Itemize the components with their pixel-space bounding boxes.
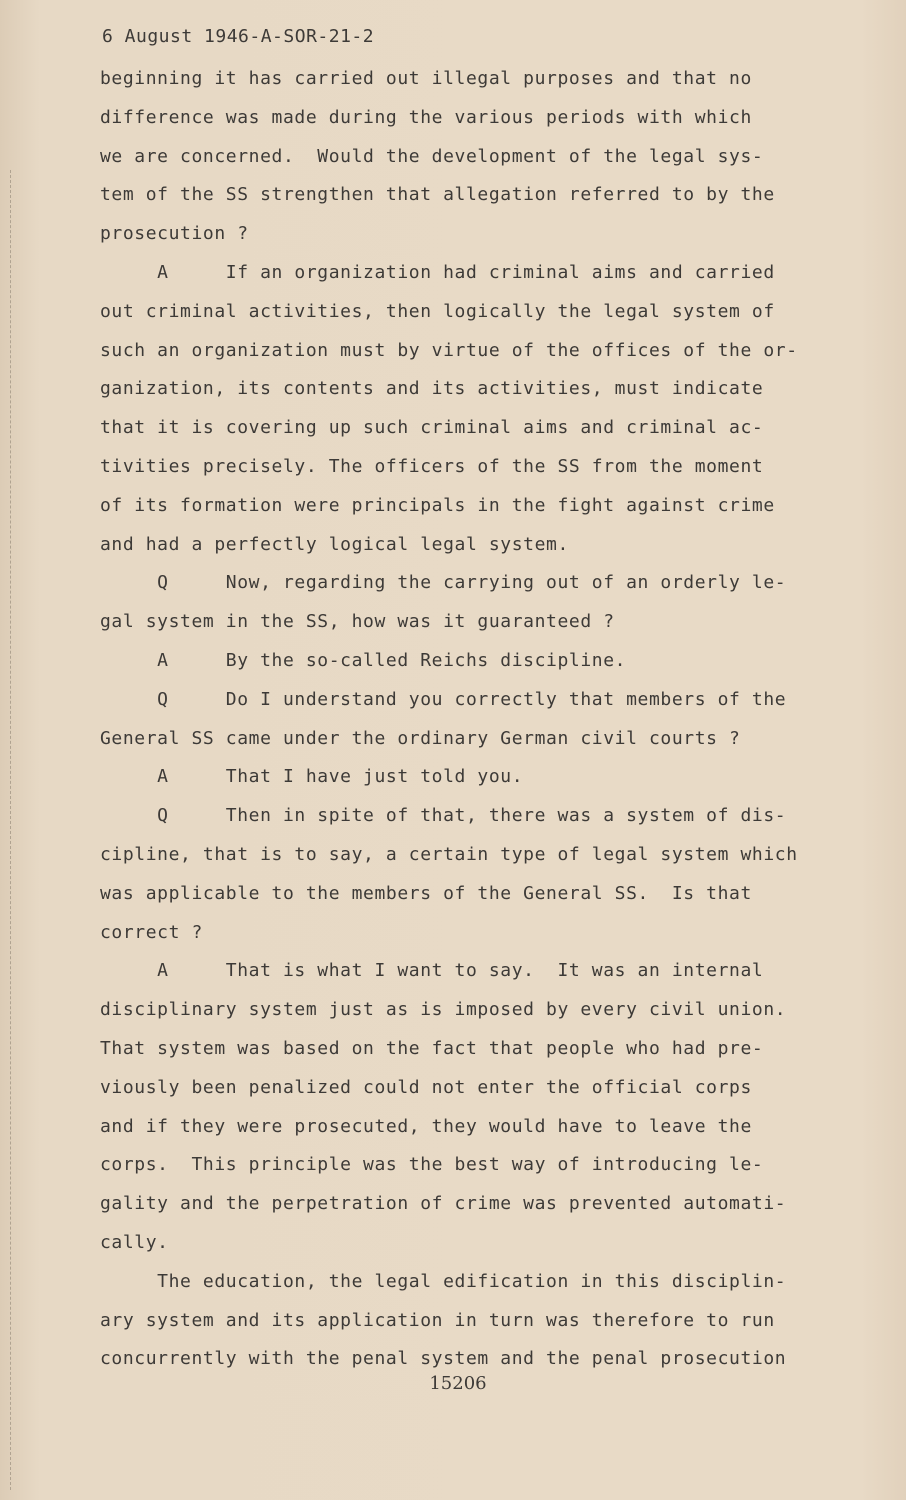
transcript-line: that it is covering up such criminal aims and criminal ac- <box>100 417 764 439</box>
transcript-line: tem of the SS strengthen that allegation referred to by the <box>100 184 775 206</box>
transcript-line: ganization, its contents and its activities, must indicate <box>100 378 764 400</box>
transcript-line: corps. This principle was the best way of introducing le- <box>100 1154 764 1176</box>
transcript-line: tivities precisely. The officers of the SS from the moment <box>100 455 764 477</box>
transcript-line: cipline, that is to say, a certain type of legal system which <box>100 843 798 865</box>
transcript-line: General SS came under the ordinary German civil courts ? <box>100 727 741 749</box>
transcript-line: disciplinary system just as is imposed by every civil union. <box>100 999 787 1021</box>
transcript-line: of its formation were principals in the fight against crime <box>100 494 775 516</box>
transcript-line: and had a perfectly logical legal system. <box>100 533 569 555</box>
transcript-line: difference was made during the various periods with which <box>100 106 752 128</box>
transcript-line: we are concerned. Would the development of the legal sys- <box>100 145 764 167</box>
transcript-line: prosecution ? <box>100 223 249 245</box>
transcript-line: was applicable to the members of the General SS. Is that <box>100 882 752 904</box>
transcript-line: correct ? <box>100 921 203 943</box>
transcript-line: Q Then in spite of that, there was a system of dis- <box>100 805 787 827</box>
transcript-line: That system was based on the fact that people who had pre- <box>100 1037 764 1059</box>
transcript-line: beginning it has carried out illegal purposes and that no <box>100 68 752 89</box>
transcript-line: gality and the perpetration of crime was prevented automati- <box>100 1193 787 1215</box>
torn-edge <box>10 170 12 1490</box>
transcript-line: A By the so-called Reichs discipline. <box>100 649 627 671</box>
transcript-body <box>100 60 820 1379</box>
transcript-line: cally. <box>100 1231 169 1253</box>
transcript-line: concurrently with the penal system and the penal prosecution <box>100 1348 787 1370</box>
transcript-line: gal system in the SS, how was it guaranteed ? <box>100 611 615 633</box>
page-number: 15206 <box>429 1373 487 1394</box>
page-header: 6 August 1946-A-SOR-21-2 <box>102 26 375 47</box>
transcript-line: A If an organization had criminal aims and carried <box>100 261 775 283</box>
transcript-line: such an organization must by virtue of the offices of the or- <box>100 339 798 361</box>
transcript-line: Q Now, regarding the carrying out of an orderly le- <box>100 572 787 594</box>
transcript-line: The education, the legal edification in this disciplin- <box>100 1270 787 1292</box>
transcript-line: viously been penalized could not enter the official corps <box>100 1076 752 1098</box>
transcript-line: A That is what I want to say. It was an internal <box>100 960 764 982</box>
transcript-line: and if they were prosecuted, they would have to leave the <box>100 1115 752 1137</box>
transcript-line: ary system and its application in turn was therefore to run <box>100 1309 775 1331</box>
transcript-line: Q Do I understand you correctly that members of the <box>100 688 787 710</box>
transcript-line: out criminal activities, then logically the legal system of <box>100 300 775 322</box>
transcript-line: A That I have just told you. <box>100 766 524 788</box>
